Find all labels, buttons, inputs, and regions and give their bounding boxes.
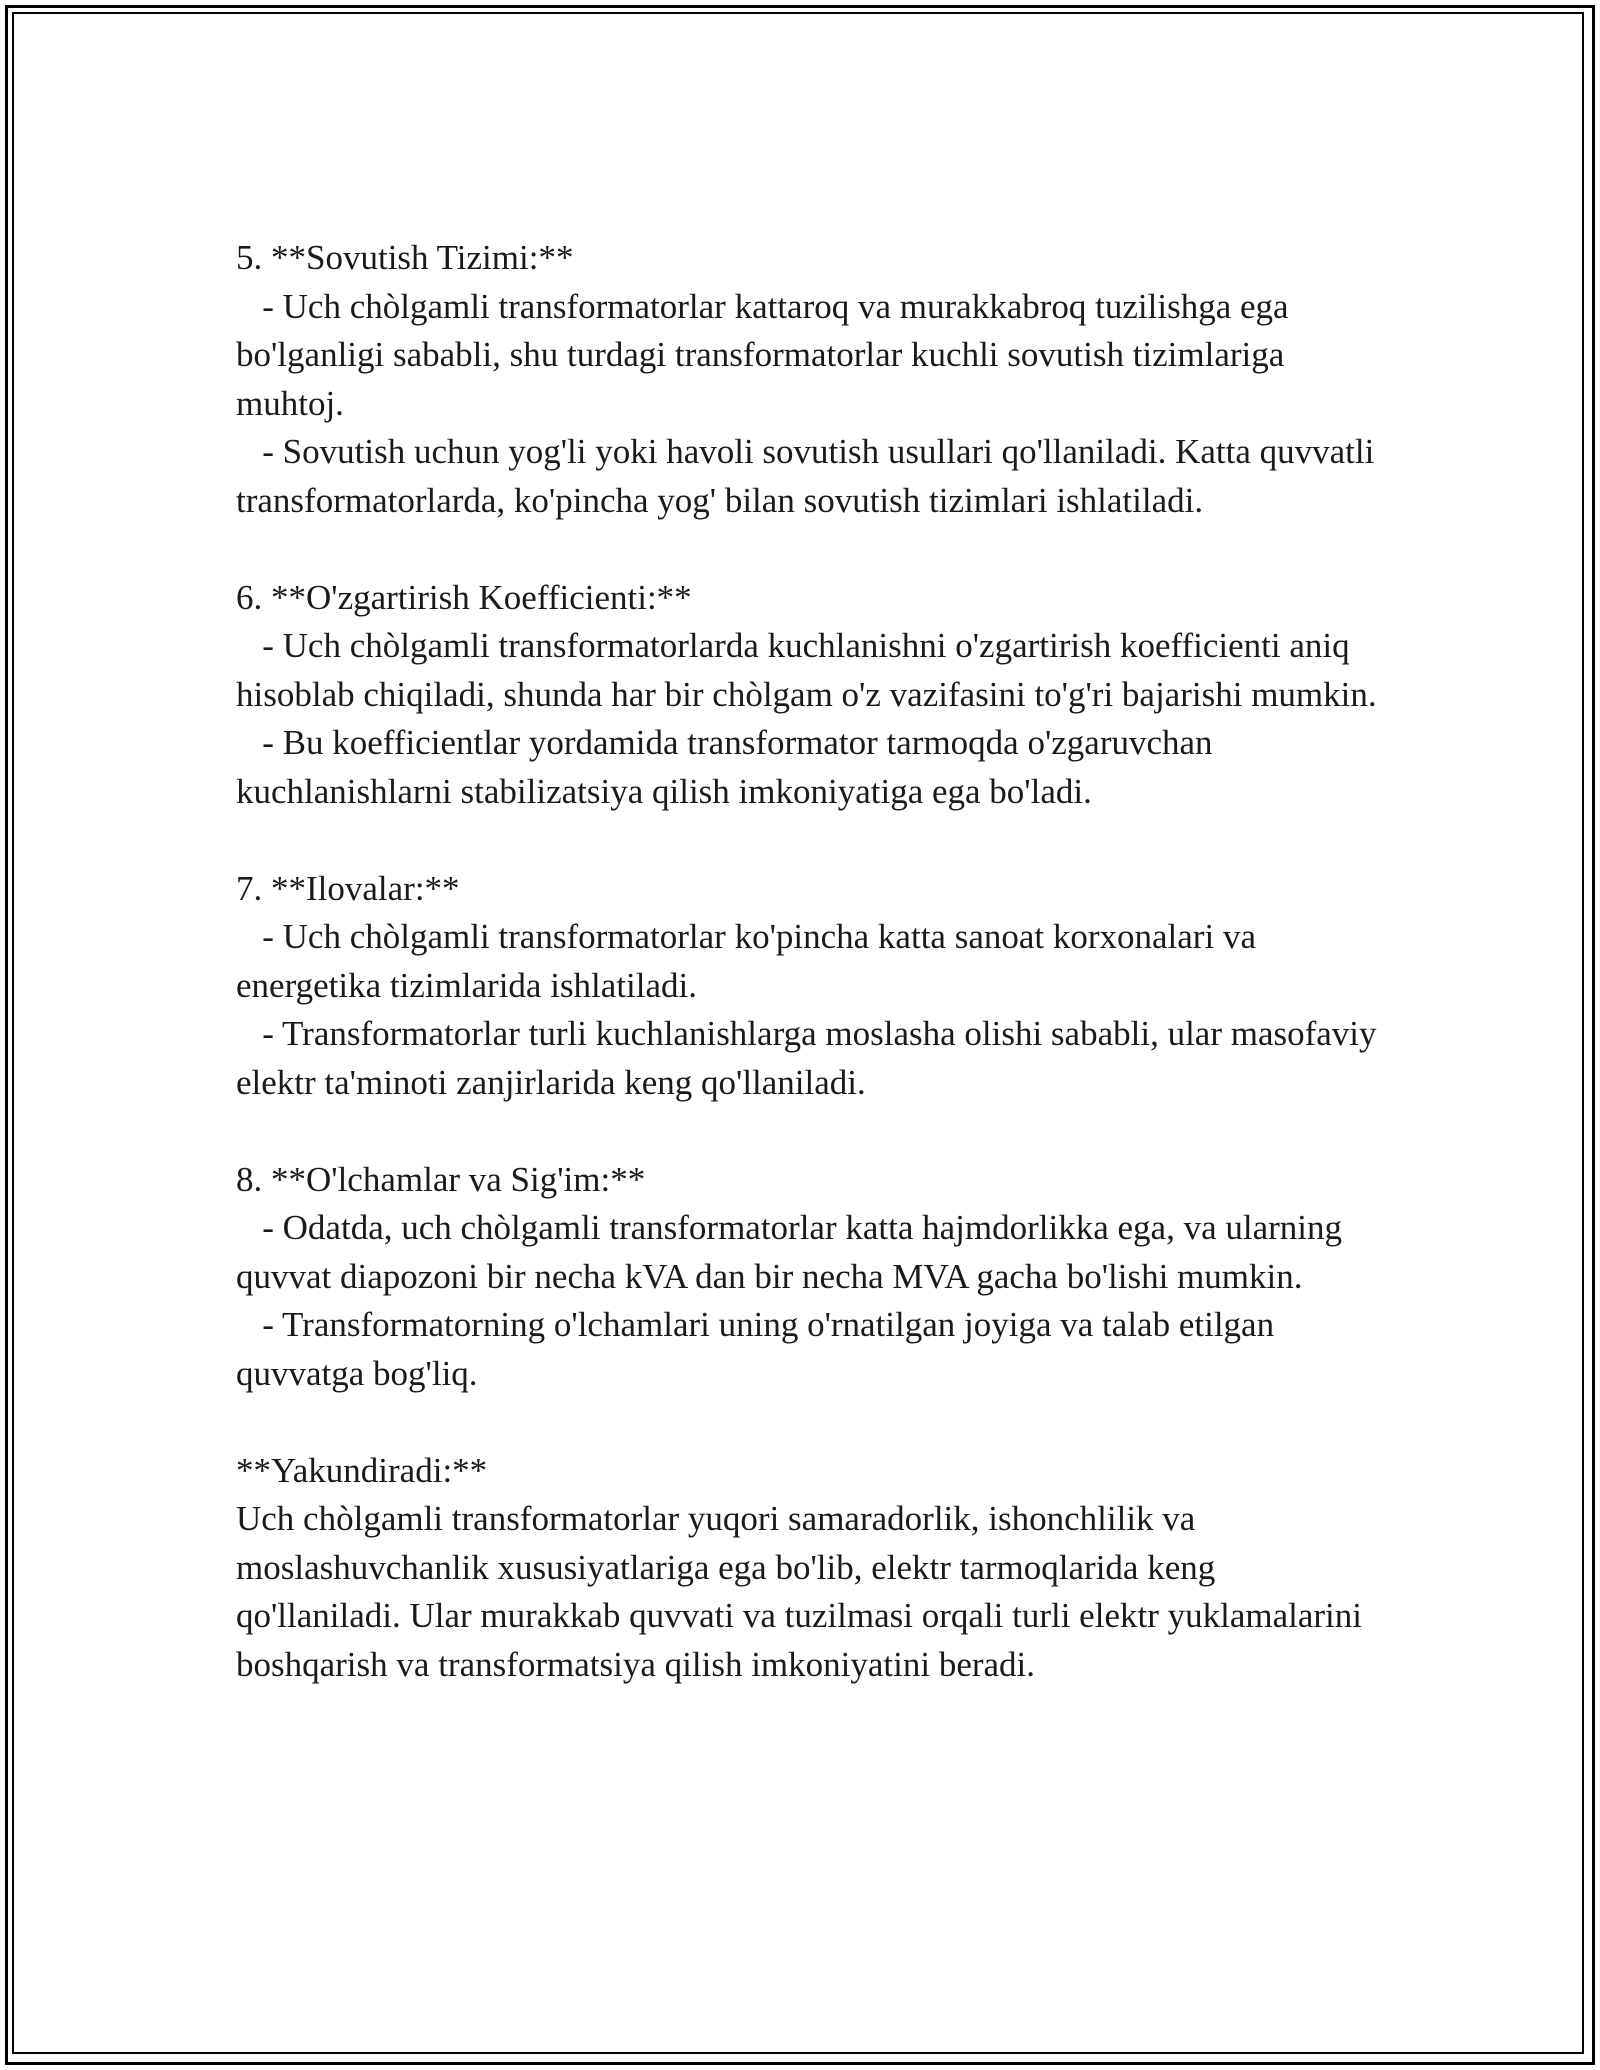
section-heading: 5. **Sovutish Tizimi:** xyxy=(236,238,574,277)
conclusion-paragraph: Uch chòlgamli transformatorlar yuqori samaradorlik, ishonchlilik va moslashuvchanlik xususiyatlariga ega bo'lib, elektr tarmoqlarida keng qo'llaniladi. Ular murakkab quvvati va tuzilmasi orqali turli elektr yuklamalarini boshqarish va transformatsiya qilish imkoniyatini beradi. xyxy=(236,1499,1362,1684)
section-heading: 8. **O'lchamlar va Sig'im:** xyxy=(236,1159,646,1199)
bullet-item: - Odatda, uch chòlgamli transformatorlar katta hajmdorlikka ega, va ularning quvvat diapozoni bir necha kVA dan bir necha MVA gacha bo'lishi mumkin. xyxy=(236,1208,1351,1296)
section-sovutish-tizimi xyxy=(236,234,1386,525)
section-conclusion xyxy=(236,1447,1386,1690)
bullet-item: - Uch chòlgamli transformatorlar ko'pincha katta sanoat korxonalari va energetika tizimlarida ishlatiladi. xyxy=(236,917,1265,1005)
bullet-item: - Bu koefficientlar yordamida transformator tarmoqda o'zgaruvchan kuchlanishlarni stabilizatsiya qilish imkoniyatiga ega bo'ladi. xyxy=(236,723,1222,811)
section-ozgartirish-koefficienti xyxy=(236,574,1386,817)
conclusion-heading: **Yakundiradi:** xyxy=(236,1450,488,1490)
section-heading: 7. **Ilovalar:** xyxy=(236,868,460,908)
bullet-item: - Transformatorlar turli kuchlanishlarga moslasha olishi sababli, ular masofaviy elektr ta'minoti zanjirlarida keng qo'llaniladi. xyxy=(236,1014,1386,1102)
bullet-item: - Uch chòlgamli transformatorlarda kuchlanishni o'zgartirish koefficienti aniq hisoblab chiqiladi, shunda har bir chòlgam o'z vazifasini to'g'ri bajarishi mumkin. xyxy=(236,626,1377,714)
document-body xyxy=(236,234,1386,1689)
section-olchamlar-va-sigim xyxy=(236,1156,1386,1399)
section-heading: 6. **O'zgartirish Koefficienti:** xyxy=(236,577,692,617)
bullet-item: - Uch chòlgamli transformatorlar kattaroq va murakkabroq tuzilishga ega bo'lganligi sababli, shu turdagi transformatorlar kuchli sovutish tizimlariga muhtoj. xyxy=(236,286,1298,423)
bullet-item: - Sovutish uchun yog'li yoki havoli sovutish usullari qo'llaniladi. Katta quvvatli transformatorlarda, ko'pincha yog' bilan sovutish tizimlari ishlatiladi. xyxy=(236,432,1384,520)
bullet-item: - Transformatorning o'lchamlari uning o'rnatilgan joyiga va talab etilgan quvvatga bog'liq. xyxy=(236,1305,1283,1393)
section-ilovalar xyxy=(236,865,1386,1108)
